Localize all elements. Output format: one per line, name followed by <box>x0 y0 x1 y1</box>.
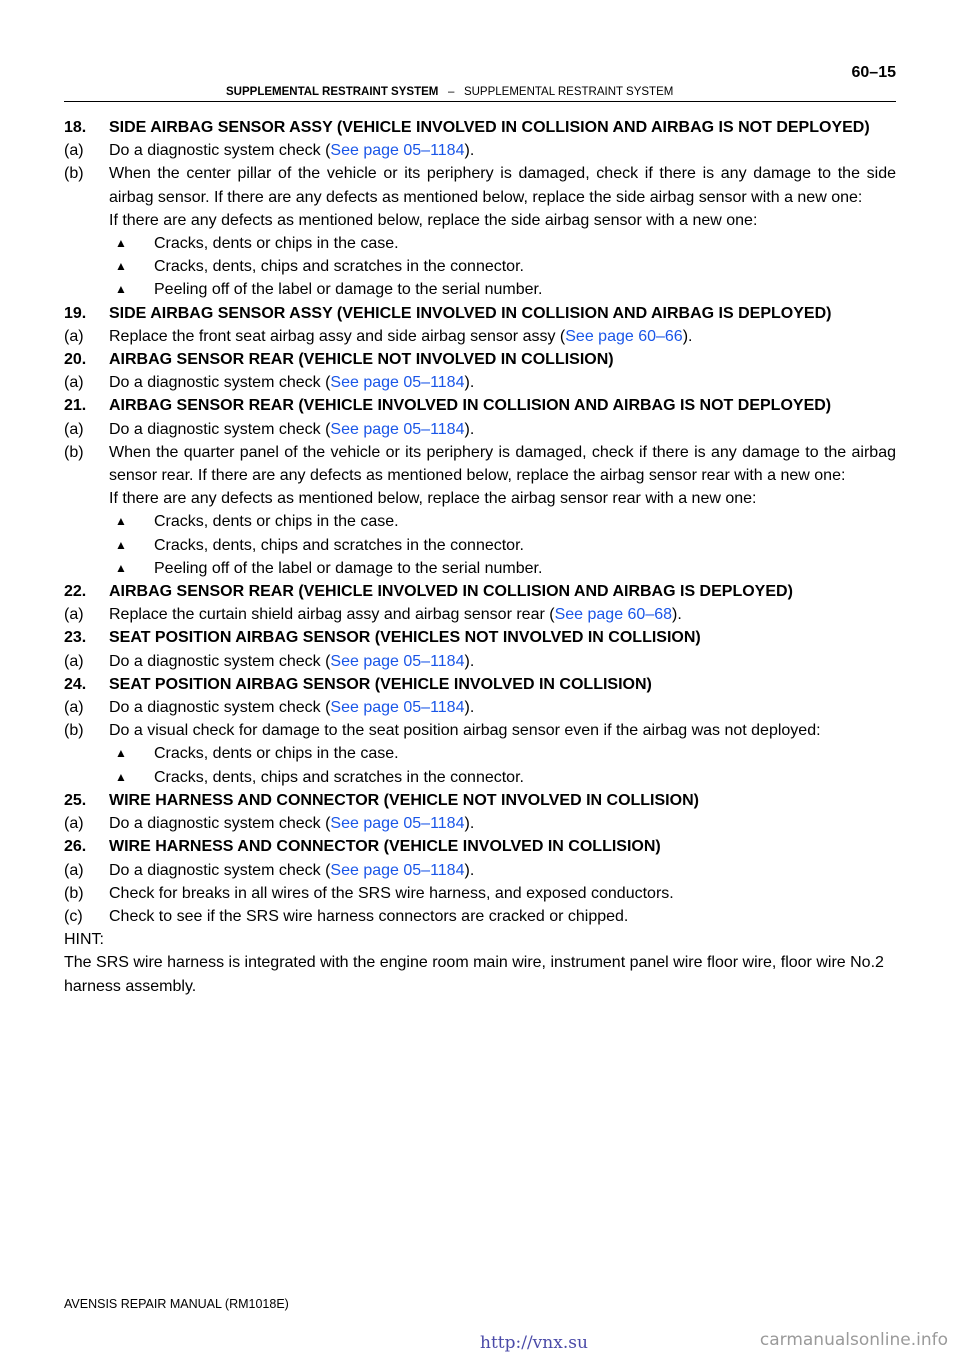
step-item <box>64 418 896 441</box>
section-number: 25. <box>64 791 87 809</box>
bullet-text: Peeling off of the label or damage to the serial number. <box>154 281 543 299</box>
step-text-pre: Replace the front seat airbag assy and side airbag sensor assy ( <box>109 327 566 345</box>
section-heading <box>64 348 896 371</box>
bullet-item <box>64 742 896 765</box>
step-item <box>64 719 896 742</box>
section-heading <box>64 302 896 325</box>
step-item <box>64 139 896 162</box>
step-text-pre: Do a diagnostic system check ( <box>109 815 331 833</box>
step-text-pre: Do a diagnostic system check ( <box>109 420 331 438</box>
section-number: 23. <box>64 629 87 647</box>
page-reference-link[interactable]: See page 05–1184 <box>330 699 465 717</box>
step-text: When the center pillar of the vehicle or its periphery is damaged, check if there is any damage to the side airbag sensor. If there are any defects as mentioned below, replace the side airbag sensor with a new one: <box>109 165 896 206</box>
step-label: (a) <box>64 815 84 833</box>
step-text <box>109 328 692 345</box>
step-text <box>109 653 474 670</box>
step-label: (b) <box>64 722 84 740</box>
bullet-item <box>64 534 896 557</box>
step-label: (a) <box>64 327 84 345</box>
header-rule <box>64 101 896 102</box>
step-text <box>109 142 474 159</box>
section-heading <box>64 394 896 417</box>
watermark-right: carmanualsonline.info <box>759 1330 948 1350</box>
step-label: (a) <box>64 142 84 160</box>
bullet-item <box>64 278 896 301</box>
header-separator: – <box>447 86 455 98</box>
section-number: 18. <box>64 119 87 136</box>
section-title: WIRE HARNESS AND CONNECTOR (VEHICLE NOT INVOLVED IN COLLISION) <box>109 791 699 809</box>
step-item <box>64 441 896 511</box>
page-reference-link[interactable]: See page 60–66 <box>565 327 683 345</box>
section-heading <box>64 673 896 696</box>
triangle-bullet-icon: ▲ <box>115 746 127 761</box>
step-text: If there are any defects as mentioned below, replace the side airbag sensor with a new one: <box>109 211 758 229</box>
bullet-item <box>64 766 896 789</box>
section-heading <box>64 789 896 812</box>
triangle-bullet-icon: ▲ <box>115 514 127 529</box>
paragraph: HINT: <box>64 931 104 949</box>
step-label: (c) <box>64 907 83 925</box>
step-text <box>109 699 474 716</box>
section-heading <box>64 116 896 139</box>
step-text-post: ). <box>464 420 475 438</box>
step-label: (a) <box>64 374 84 392</box>
step-item <box>64 603 896 626</box>
step-item <box>64 696 896 719</box>
step-text <box>109 606 682 623</box>
section-number: 24. <box>64 675 87 693</box>
step-text: Check to see if the SRS wire harness connectors are cracked or chipped. <box>109 907 629 925</box>
bullet-item <box>64 557 896 580</box>
bullet-text: Cracks, dents or chips in the case. <box>154 235 399 253</box>
step-text: Check for breaks in all wires of the SRS wire harness, and exposed conductors. <box>109 884 674 902</box>
bullet-text: Cracks, dents, chips and scratches in the connector. <box>154 536 524 554</box>
step-text: If there are any defects as mentioned below, replace the airbag sensor rear with a new one: <box>109 490 757 508</box>
bullet-item <box>64 510 896 533</box>
step-text <box>109 374 474 391</box>
step-label: (a) <box>64 861 84 879</box>
page-reference-link[interactable]: See page 05–1184 <box>330 374 465 392</box>
step-item <box>64 882 896 905</box>
footer-manual-title: AVENSIS REPAIR MANUAL (RM1018E) <box>64 1297 289 1311</box>
step-text-post: ). <box>464 374 475 392</box>
step-text <box>109 862 474 879</box>
step-label: (b) <box>64 884 84 902</box>
bullet-text: Peeling off of the label or damage to the serial number. <box>154 559 543 577</box>
step-label: (b) <box>64 443 84 461</box>
step-text <box>109 421 474 438</box>
step-item <box>64 905 896 928</box>
section-title: SEAT POSITION AIRBAG SENSOR (VEHICLE INVOLVED IN COLLISION) <box>109 675 652 693</box>
step-label: (a) <box>64 699 84 717</box>
triangle-bullet-icon: ▲ <box>115 560 127 575</box>
step-text-post: ). <box>682 327 693 345</box>
bullet-text: Cracks, dents, chips and scratches in the connector. <box>154 258 524 276</box>
step-text: When the quarter panel of the vehicle or its periphery is damaged, check if there is any damage to the airbag sensor rear. If there are any defects as mentioned below, replace the airbag sensor rear with a new one: <box>109 443 896 485</box>
step-text-pre: Replace the curtain shield airbag assy and airbag sensor rear ( <box>109 606 555 624</box>
step-text-pre: Do a diagnostic system check ( <box>109 142 331 160</box>
section-title: AIRBAG SENSOR REAR (VEHICLE INVOLVED IN COLLISION AND AIRBAG IS NOT DEPLOYED) <box>109 397 832 415</box>
section-number: 19. <box>64 304 87 322</box>
paragraph: The SRS wire harness is integrated with the engine room main wire, instrument panel wire floor wire, floor wire No.2 harness assembly. <box>64 954 884 995</box>
step-item <box>64 162 896 232</box>
page-reference-link[interactable]: See page 05–1184 <box>330 815 465 833</box>
page-reference-link[interactable]: See page 05–1184 <box>330 861 465 879</box>
page-reference-link[interactable]: See page 60–68 <box>554 606 673 624</box>
section-title: AIRBAG SENSOR REAR (VEHICLE INVOLVED IN COLLISION AND AIRBAG IS DEPLOYED) <box>109 583 793 601</box>
section-heading <box>64 626 896 649</box>
bullet-text: Cracks, dents, chips and scratches in the connector. <box>154 768 524 786</box>
triangle-bullet-icon: ▲ <box>115 537 127 552</box>
document-body <box>64 116 896 998</box>
step-label: (a) <box>64 420 84 438</box>
section-heading <box>64 835 896 858</box>
step-label: (b) <box>64 165 84 183</box>
step-item <box>64 859 896 882</box>
step-text-pre: Do a diagnostic system check ( <box>109 699 331 717</box>
section-number: 21. <box>64 397 87 415</box>
page-reference-link[interactable]: See page 05–1184 <box>330 142 465 160</box>
triangle-bullet-icon: ▲ <box>115 769 127 784</box>
step-text: Do a visual check for damage to the seat position airbag sensor even if the airbag was not deployed: <box>109 722 821 740</box>
triangle-bullet-icon: ▲ <box>115 282 127 297</box>
step-text-pre: Do a diagnostic system check ( <box>109 861 331 879</box>
bullet-item <box>64 232 896 255</box>
step-text-pre: Do a diagnostic system check ( <box>109 374 331 392</box>
step-label: (a) <box>64 652 84 670</box>
section-title: SIDE AIRBAG SENSOR ASSY (VEHICLE INVOLVED IN COLLISION AND AIRBAG IS NOT DEPLOYED) <box>109 119 870 136</box>
header-section-title <box>226 86 673 98</box>
step-text-post: ). <box>464 699 475 717</box>
section-title: SEAT POSITION AIRBAG SENSOR (VEHICLES NOT INVOLVED IN COLLISION) <box>109 629 701 647</box>
bullet-text: Cracks, dents or chips in the case. <box>154 513 399 531</box>
step-text-pre: Do a diagnostic system check ( <box>109 652 331 670</box>
page-header <box>64 60 896 102</box>
header-section-right: SUPPLEMENTAL RESTRAINT SYSTEM <box>463 86 674 98</box>
step-text-post: ). <box>464 142 475 160</box>
section-number: 20. <box>64 351 87 369</box>
page-number: 60–15 <box>851 64 896 81</box>
step-item <box>64 371 896 394</box>
step-item <box>64 325 896 348</box>
section-number: 26. <box>64 838 87 856</box>
step-text <box>109 815 474 832</box>
section-number: 22. <box>64 583 87 601</box>
step-item <box>64 650 896 673</box>
section-title: AIRBAG SENSOR REAR (VEHICLE NOT INVOLVED IN COLLISION) <box>109 351 614 369</box>
triangle-bullet-icon: ▲ <box>115 236 127 251</box>
watermark-left: http://vnx.su <box>480 1333 588 1353</box>
step-text-post: ). <box>464 652 475 670</box>
step-text-post: ). <box>672 606 682 624</box>
step-item <box>64 812 896 835</box>
bullet-item <box>64 255 896 278</box>
step-label: (a) <box>64 606 84 624</box>
section-title: WIRE HARNESS AND CONNECTOR (VEHICLE INVOLVED IN COLLISION) <box>109 838 661 856</box>
section-heading <box>64 580 896 603</box>
header-section-left: SUPPLEMENTAL RESTRAINT SYSTEM <box>226 86 439 98</box>
page-reference-link[interactable]: See page 05–1184 <box>330 420 465 438</box>
step-text-post: ). <box>464 815 475 833</box>
step-text-post: ). <box>464 861 475 879</box>
triangle-bullet-icon: ▲ <box>115 259 127 274</box>
section-title: SIDE AIRBAG SENSOR ASSY (VEHICLE INVOLVED IN COLLISION AND AIRBAG IS DEPLOYED) <box>109 304 832 322</box>
page-reference-link[interactable]: See page 05–1184 <box>330 652 465 670</box>
bullet-text: Cracks, dents or chips in the case. <box>154 745 399 763</box>
